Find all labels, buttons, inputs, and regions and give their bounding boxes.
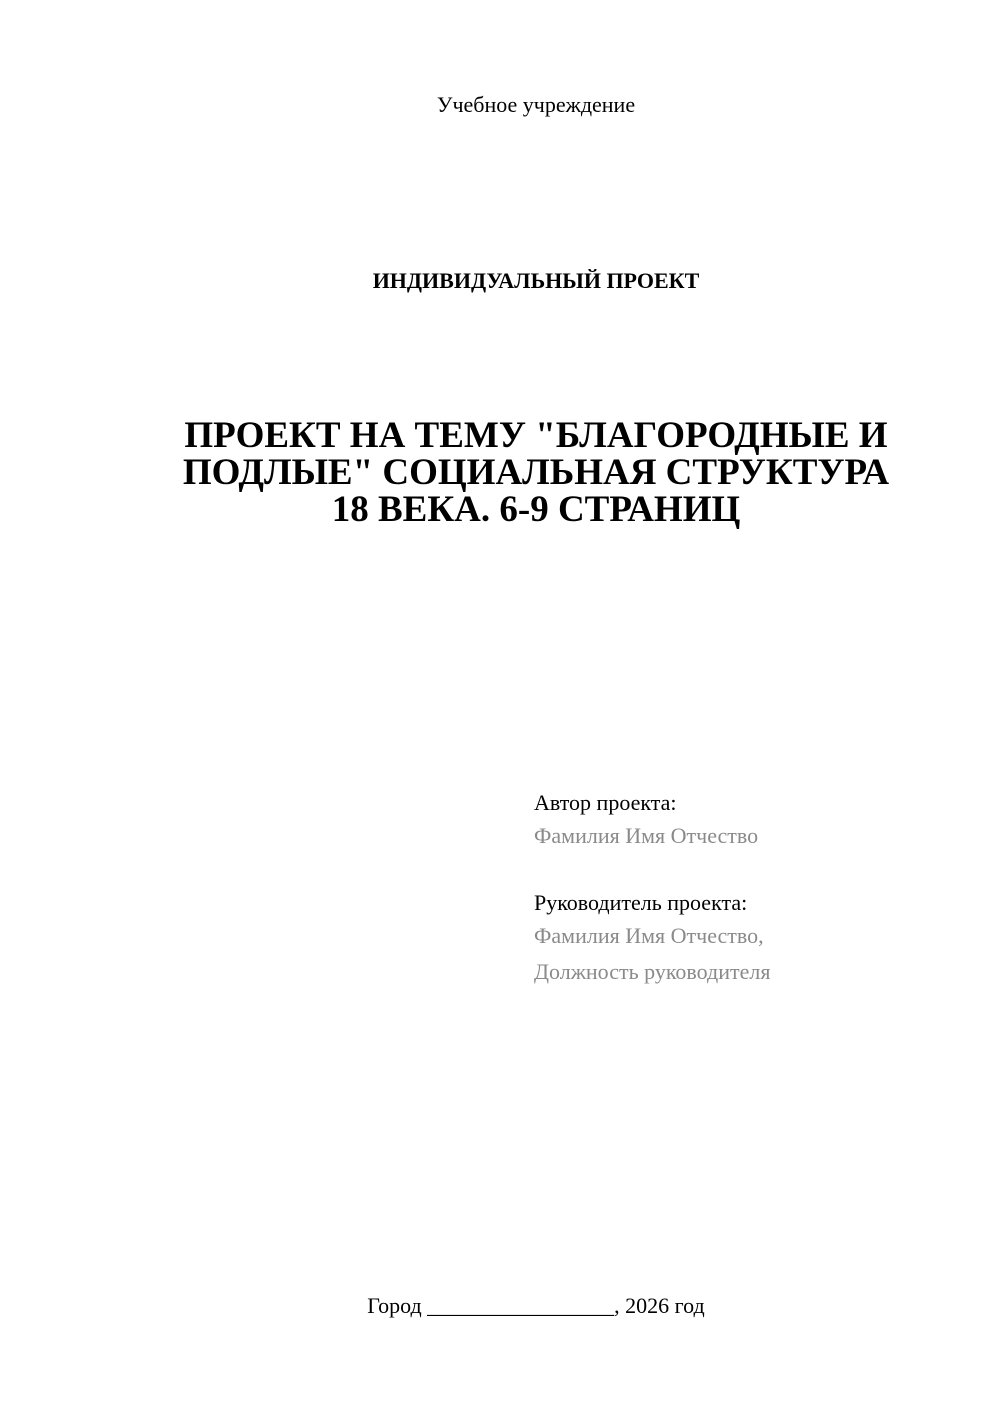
document-type-heading: ИНДИВИДУАЛЬНЫЙ ПРОЕКТ bbox=[372, 268, 700, 293]
city-year-line: Город _________________, 2026 год bbox=[367, 1293, 705, 1318]
institution-name: Учебное учреждение bbox=[436, 92, 636, 117]
project-info-block bbox=[534, 788, 974, 990]
project-title-line-1: ПРОЕКТ НА ТЕМУ "БЛАГОРОДНЫЕ И bbox=[184, 415, 888, 456]
project-title-line-3: 18 ВЕКА. 6-9 СТРАНИЦ bbox=[331, 489, 741, 530]
supervisor-label: Руководитель проекта: bbox=[534, 890, 748, 915]
project-title bbox=[150, 417, 922, 528]
author-name: Фамилия Имя Отчество bbox=[534, 823, 759, 848]
supervisor-position: Должность руководителя bbox=[534, 959, 771, 984]
info-spacer bbox=[534, 854, 974, 888]
supervisor-name: Фамилия Имя Отчество, bbox=[534, 923, 764, 948]
author-label: Автор проекта: bbox=[534, 790, 677, 815]
project-title-line-2: ПОДЛЫЕ" СОЦИАЛЬНАЯ СТРУКТУРА bbox=[182, 452, 890, 493]
